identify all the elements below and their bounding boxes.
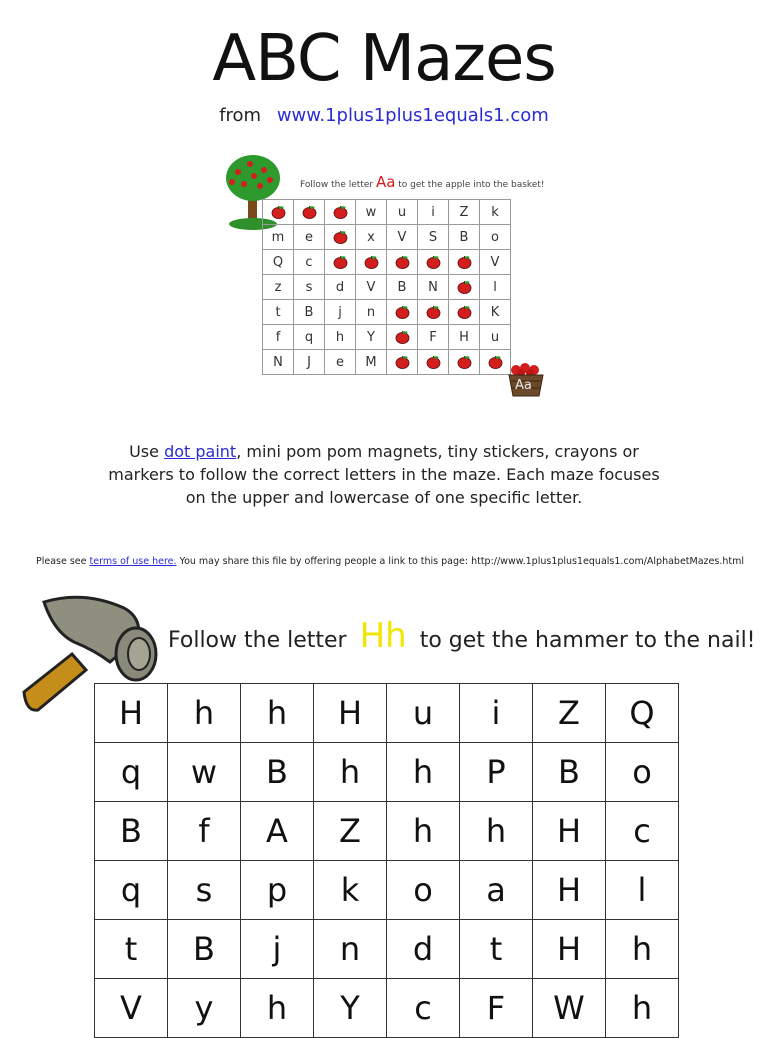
hammer-maze-cell: h xyxy=(606,920,679,979)
hammer-maze-cell: j xyxy=(241,920,314,979)
sample-maze-cell: F xyxy=(418,325,449,350)
hammer-maze-cell: h xyxy=(606,979,679,1038)
sample-maze-cell: M xyxy=(356,350,387,375)
sample-maze-cell: V xyxy=(480,250,511,275)
hammer-maze-row xyxy=(95,743,679,802)
sample-maze-row xyxy=(263,350,511,375)
hammer-maze-cell: h xyxy=(168,684,241,743)
sample-maze-cell: m xyxy=(263,225,294,250)
apple-icon xyxy=(457,255,472,269)
hammer-maze-cell: B xyxy=(168,920,241,979)
maze-instruction xyxy=(168,616,756,656)
hammer-maze-cell: h xyxy=(387,802,460,861)
sample-maze-cell: x xyxy=(356,225,387,250)
sample-maze-cell: j xyxy=(325,300,356,325)
apple-cell xyxy=(449,250,480,275)
apple-icon xyxy=(333,255,348,269)
sample-maze-cell: e xyxy=(325,350,356,375)
sample-maze-cell: i xyxy=(418,200,449,225)
sample-maze-cell: B xyxy=(294,300,325,325)
from-line xyxy=(0,105,768,126)
hammer-maze-cell: h xyxy=(387,743,460,802)
apple-cell xyxy=(449,275,480,300)
apple-icon xyxy=(426,255,441,269)
hammer-maze-cell: Z xyxy=(314,802,387,861)
hammer-maze-row xyxy=(95,861,679,920)
instr-after: to get the hammer to the nail! xyxy=(419,628,756,653)
hammer-maze-cell: h xyxy=(241,684,314,743)
hammer-maze-cell: c xyxy=(606,802,679,861)
hammer-maze-row xyxy=(95,920,679,979)
apple-cell xyxy=(418,350,449,375)
hammer-maze-cell: Y xyxy=(314,979,387,1038)
apple-cell xyxy=(418,250,449,275)
apple-cell xyxy=(387,250,418,275)
instr-before: Follow the letter xyxy=(168,628,347,653)
caption-after: to get the apple into the basket! xyxy=(398,180,545,190)
sample-maze-cell: Q xyxy=(263,250,294,275)
description-text: , mini pom pom magnets, tiny stickers, crayons or markers to follow the correct letters in the maze. Each maze focuses on the upper and lowercase of one specific letter. xyxy=(108,442,660,507)
sample-maze-cell: N xyxy=(263,350,294,375)
hammer-maze-cell: t xyxy=(460,920,533,979)
sample-maze-cell: u xyxy=(480,325,511,350)
hammer-maze-cell: Z xyxy=(533,684,606,743)
apple-icon xyxy=(395,255,410,269)
apple-cell xyxy=(387,300,418,325)
basket-label: Aa xyxy=(515,378,532,393)
caption-letter: Aa xyxy=(375,173,396,191)
hammer-maze-cell: o xyxy=(606,743,679,802)
apple-icon xyxy=(395,305,410,319)
hammer-maze-grid xyxy=(94,683,679,1038)
hammer-maze-cell: A xyxy=(241,802,314,861)
apple-icon xyxy=(457,305,472,319)
apple-icon xyxy=(426,305,441,319)
apple-icon xyxy=(457,280,472,294)
hammer-maze-cell: B xyxy=(241,743,314,802)
hammer-maze-cell: o xyxy=(387,861,460,920)
sample-maze-row xyxy=(263,300,511,325)
hammer-maze-cell: h xyxy=(460,802,533,861)
apple-icon xyxy=(302,205,317,219)
sample-maze-grid xyxy=(262,199,511,375)
apple-icon xyxy=(364,255,379,269)
basket xyxy=(506,362,546,398)
apple-icon xyxy=(426,355,441,369)
apple-icon xyxy=(271,205,286,219)
hammer-maze-cell: H xyxy=(533,861,606,920)
use-label: Use xyxy=(129,442,159,461)
sample-maze-row xyxy=(263,325,511,350)
hammer-maze-cell: Q xyxy=(606,684,679,743)
hammer-maze-cell: d xyxy=(387,920,460,979)
hammer-maze-cell: F xyxy=(460,979,533,1038)
hammer-maze-cell: c xyxy=(387,979,460,1038)
hammer-maze-cell: s xyxy=(168,861,241,920)
apple-icon xyxy=(333,205,348,219)
hammer-maze-row xyxy=(95,979,679,1038)
hammer-maze-cell: q xyxy=(95,861,168,920)
apple-cell xyxy=(325,250,356,275)
apple-cell xyxy=(449,300,480,325)
sample-maze-cell: q xyxy=(294,325,325,350)
sample-maze-cell: B xyxy=(387,275,418,300)
sample-maze-cell: z xyxy=(263,275,294,300)
hammer-maze-cell: B xyxy=(95,802,168,861)
sample-maze-cell: f xyxy=(263,325,294,350)
hammer-maze-cell: V xyxy=(95,979,168,1038)
sample-maze-cell: Y xyxy=(356,325,387,350)
dot-paint-link[interactable]: dot paint xyxy=(164,442,237,461)
hammer-maze-cell: i xyxy=(460,684,533,743)
hammer-maze-cell: u xyxy=(387,684,460,743)
hammer-maze-cell: w xyxy=(168,743,241,802)
sample-maze-cell: c xyxy=(294,250,325,275)
hammer-maze-cell: k xyxy=(314,861,387,920)
hammer-maze-cell: P xyxy=(460,743,533,802)
instr-letter: Hh xyxy=(359,616,407,656)
hammer-maze-row xyxy=(95,684,679,743)
hammer-maze-cell: B xyxy=(533,743,606,802)
sample-maze-cell: n xyxy=(356,300,387,325)
sample-maze-cell: s xyxy=(294,275,325,300)
hammer-maze-cell: l xyxy=(606,861,679,920)
apple-cell xyxy=(263,200,294,225)
hammer-maze-cell: a xyxy=(460,861,533,920)
hammer-maze-cell: q xyxy=(95,743,168,802)
from-label: from xyxy=(219,105,262,126)
site-link[interactable]: www.1plus1plus1equals1.com xyxy=(276,105,549,126)
apple-cell xyxy=(449,350,480,375)
hammer-maze-cell: f xyxy=(168,802,241,861)
apple-cell xyxy=(325,225,356,250)
hammer-maze-cell: h xyxy=(314,743,387,802)
terms-notice xyxy=(36,556,744,567)
hammer-maze-cell: H xyxy=(533,920,606,979)
sample-maze-cell: t xyxy=(263,300,294,325)
sample-maze-cell: h xyxy=(325,325,356,350)
hammer-maze-cell: H xyxy=(95,684,168,743)
sample-maze-cell: K xyxy=(480,300,511,325)
page-title: ABC Mazes xyxy=(212,22,556,96)
description xyxy=(100,440,668,509)
apple-icon xyxy=(488,355,503,369)
apple-cell xyxy=(325,200,356,225)
sample-maze-cell: V xyxy=(356,275,387,300)
notice-after: You may share this file by offering people a link to this page: http://www.1plus1plus1equals1.com/AlphabetMazes.html xyxy=(176,556,744,567)
sample-maze-cell: N xyxy=(418,275,449,300)
apple-icon xyxy=(395,330,410,344)
hammer-maze-cell: t xyxy=(95,920,168,979)
sample-maze-cell: l xyxy=(480,275,511,300)
apple-icon xyxy=(333,230,348,244)
terms-link[interactable]: terms of use here. xyxy=(89,556,177,567)
hammer-maze-cell: y xyxy=(168,979,241,1038)
apple-icon xyxy=(457,355,472,369)
caption-before: Follow the letter xyxy=(300,180,374,190)
sample-maze-cell: V xyxy=(387,225,418,250)
sample-maze-row xyxy=(263,200,511,225)
apple-cell xyxy=(387,325,418,350)
apple-cell xyxy=(418,300,449,325)
sample-maze-cell: u xyxy=(387,200,418,225)
sample-maze-cell: w xyxy=(356,200,387,225)
sample-maze-cell: k xyxy=(480,200,511,225)
sample-maze-row xyxy=(263,225,511,250)
sample-maze-cell: S xyxy=(418,225,449,250)
notice-before: Please see xyxy=(36,556,87,567)
apple-icon xyxy=(395,355,410,369)
apple-cell xyxy=(356,250,387,275)
hammer-maze-row xyxy=(95,802,679,861)
sample-maze-row xyxy=(263,250,511,275)
hammer-maze-cell: p xyxy=(241,861,314,920)
sample-maze-cell: H xyxy=(449,325,480,350)
sample-maze-cell: d xyxy=(325,275,356,300)
sample-maze-cell: o xyxy=(480,225,511,250)
hammer-maze-cell: H xyxy=(314,684,387,743)
sample-maze-row xyxy=(263,275,511,300)
hammer-maze-cell: h xyxy=(241,979,314,1038)
hammer-maze-cell: H xyxy=(533,802,606,861)
apple-cell xyxy=(387,350,418,375)
sample-maze-cell: e xyxy=(294,225,325,250)
hammer-maze-cell: n xyxy=(314,920,387,979)
sample-maze-cell: Z xyxy=(449,200,480,225)
hammer-maze-cell: W xyxy=(533,979,606,1038)
sample-maze-cell: J xyxy=(294,350,325,375)
sample-caption xyxy=(300,173,545,191)
apple-cell xyxy=(294,200,325,225)
sample-maze-cell: B xyxy=(449,225,480,250)
